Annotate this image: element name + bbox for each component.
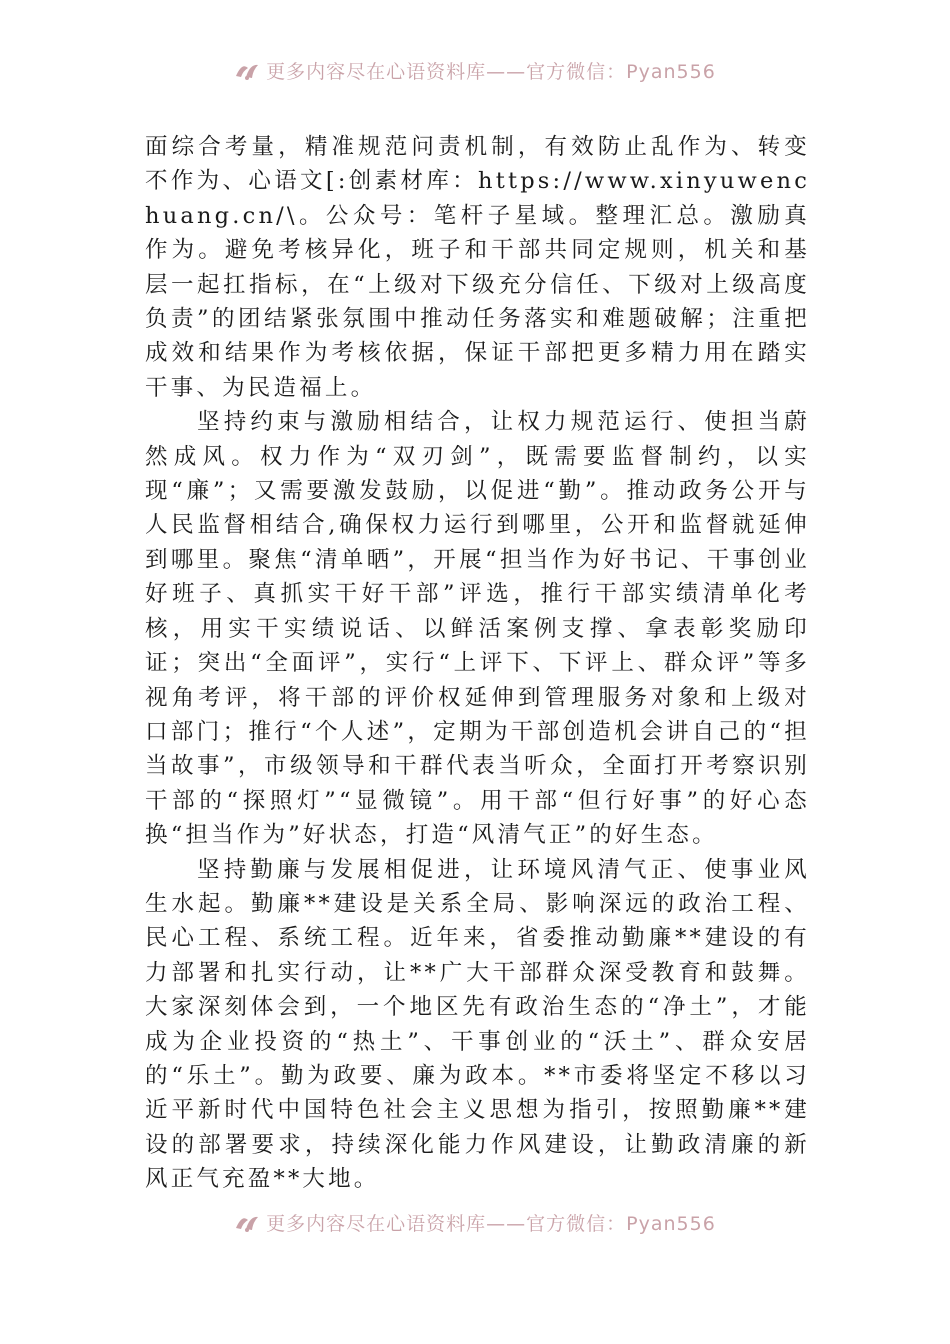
paragraph-3: 坚持勤廉与发展相促进，让环境风清气正、使事业风生水起。勤廉**建设是关系全局、影响深远的政治工程、民心工程、系统工程。近年来，省委推动勤廉**建设的有力部署和扎实行动，让**广大干部群众深受教育和鼓舞。大家深刻体会到，一个地区先有政治生态的“净土”，才能成为企业投资的“热土”、干事创业的“沃土”、群众安居的“乐土”。勤为政要、廉为政本。**市委将坚定不移以习近平新时代中国特色社会主义思想为指引，按照勤廉**建设的部署要求，持续深化能力作风建设，让勤政清廉的新风正气充盈**大地。 (145, 856, 810, 1193)
watermark-text: 更多内容尽在心语资料库——官方微信：Pyan556 (266, 60, 716, 83)
header-watermark (0, 56, 950, 84)
paragraph-1: 面综合考量，精准规范问责机制，有效防止乱作为、转变不作为、心语文[:创素材库：https://www.xinyuwenchuang.cn/\。公众号：笔杆子星域。整理汇总。激励真作为。避免考核异化，班子和干部共同定规则，机关和基层一起扛指标，在“上级对下级充分信任、下级对上级高度负责”的团结紧张氛围中推动任务落实和难题破解；注重把成效和结果作为考核依据，保证干部把更多精力用在踏实干事、为民造福上。 (145, 134, 810, 401)
document-body (145, 130, 810, 1197)
book-logo-icon (234, 1211, 260, 1233)
book-logo-icon (234, 59, 260, 81)
paragraph-2: 坚持约束与激励相结合，让权力规范运行、使担当蔚然成风。权力作为“双刃剑”，既需要监督制约，以实现“廉”；又需要激发鼓励，以促进“勤”。推动政务公开与人民监督相结合,确保权力运行到哪里，公开和监督就延伸到哪里。聚焦“清单晒”，开展“担当作为好书记、干事创业好班子、真抓实干好干部”评选，推行干部实绩清单化考核，用实干实绩说话、以鲜活案例支撑、拿表彰奖励印证；突出“全面评”，实行“上评下、下评上、群众评”等多视角考评，将干部的评价权延伸到管理服务对象和上级对口部门；推行“个人述”，定期为干部创造机会讲自己的“担当故事”，市级领导和干群代表当听众，全面打开考察识别干部的“探照灯”“显微镜”。用干部“但行好事”的好心态换“担当作为”好状态，打造“风清气正”的好生态。 (145, 409, 810, 849)
footer-watermark (0, 1208, 950, 1236)
watermark-text: 更多内容尽在心语资料库——官方微信：Pyan556 (266, 1212, 716, 1235)
